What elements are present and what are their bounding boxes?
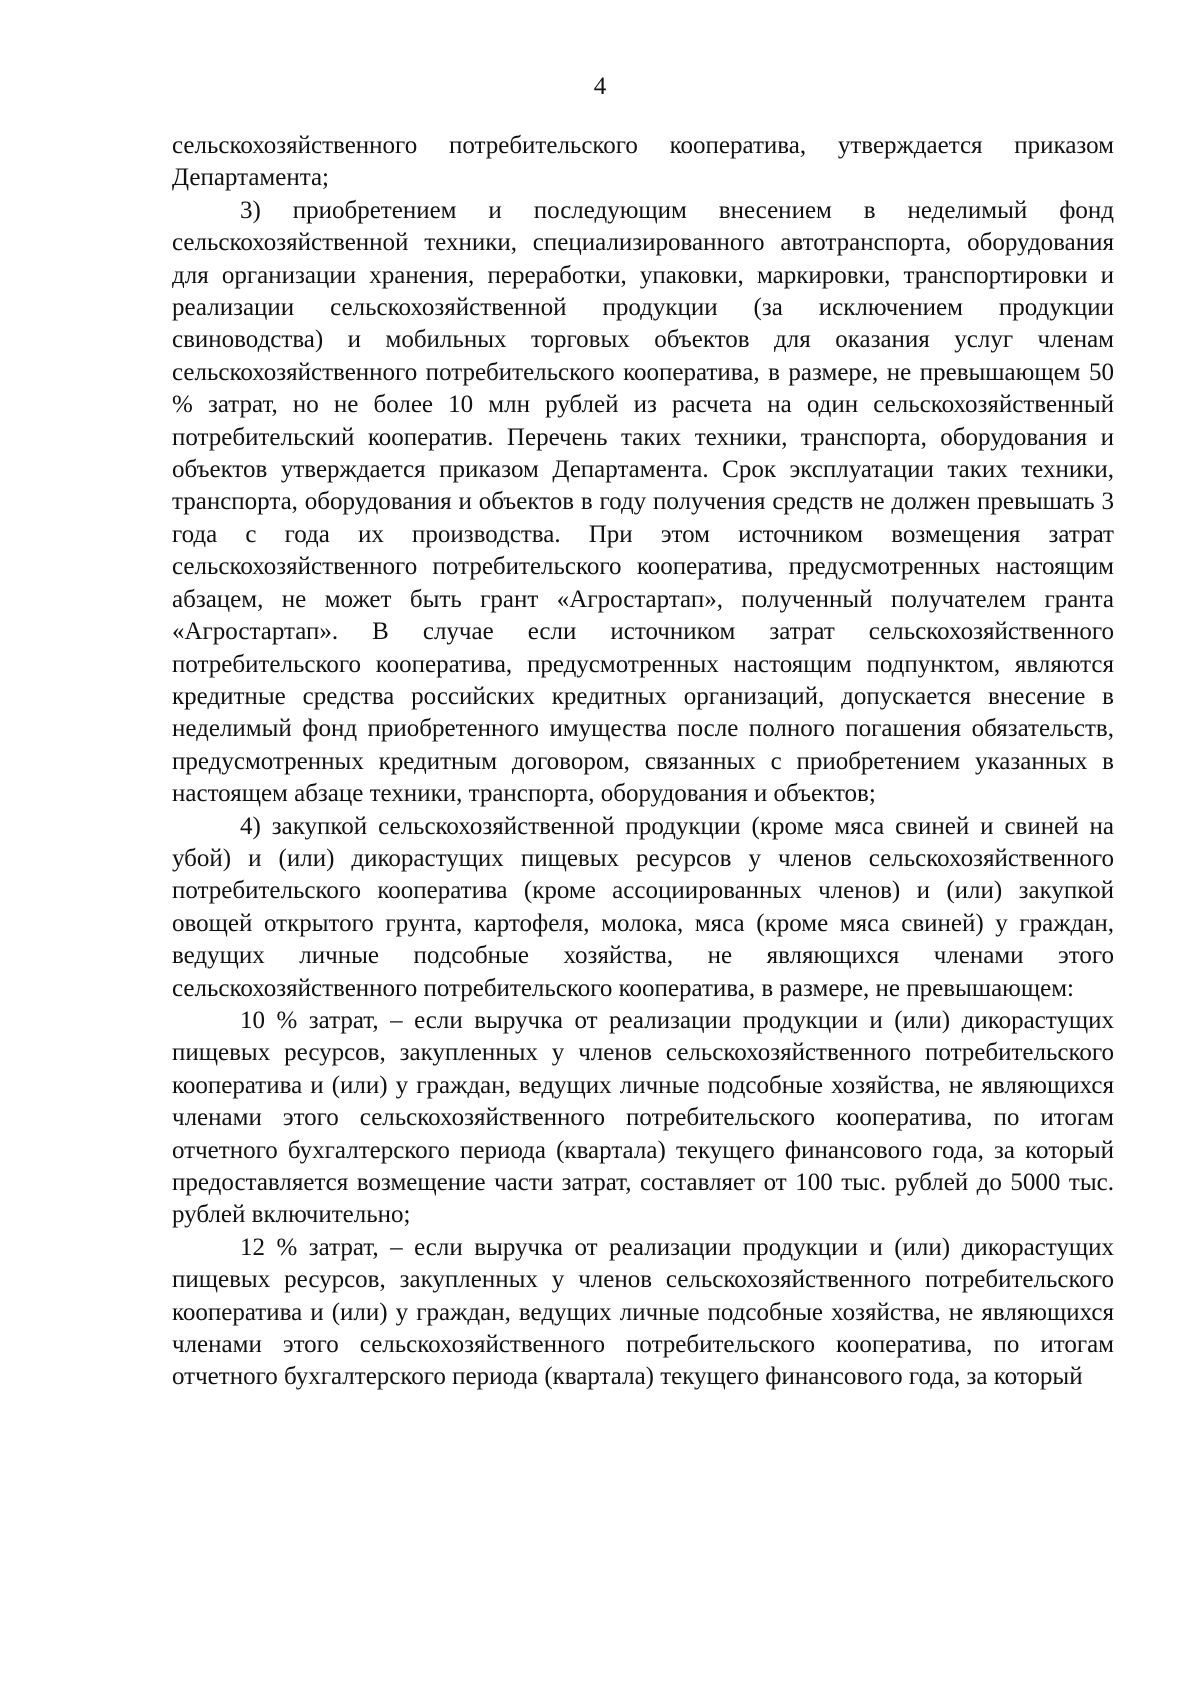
page-number: 4: [593, 73, 607, 100]
paragraph-item-3: 3) приобретением и последующим внесением в неделимый фонд сельскохозяйственной техники, специализированного автотранспорта, оборудования для организации хранения, переработки, упаковки, маркировки, транспортировки и реализации сельскохозяйственной продукции (за исключением продукции свиноводства) и мобильных торговых объектов для оказания услуг членам сельскохозяйственного потребительского кооператива, в размере, не превышающем 50 % затрат, но не более 10 млн рублей из расчета на один сельскохозяйственный потребительский кооператив. Перечень таких техники, транспорта, оборудования и объектов утверждается приказом Департамента. Срок эксплуатации таких техники, транспорта, оборудования и объектов в году получения средств не должен превышать 3 года с года их производства. При этом источником возмещения затрат сельскохозяйственного потребительского кооператива, предусмотренных настоящим абзацем, не может быть грант «Агростартап», полученный получателем гранта «Агростартап». В случае если источником затрат сельскохозяйственного потребительского кооператива, предусмотренных настоящим подпунктом, являются кредитные средства российских кредитных организаций, допускается внесение в неделимый фонд приобретенного имущества после полного погашения обязательств, предусмотренных кредитным договором, связанных с приобретением указанных в настоящем абзаце техники, транспорта, оборудования и объектов;: [172, 196, 1114, 808]
document-body: [172, 130, 1114, 1394]
paragraph-item-4: 4) закупкой сельскохозяйственной продукции (кроме мяса свиней и свиней на убой) и (или) дикорастущих пищевых ресурсов у членов сельскохозяйственного потребительского кооператива (кроме ассоциированных членов) и (или) закупкой овощей открытого грунта, картофеля, молока, мяса (кроме мяса свиней) у граждан, ведущих личные подсобные хозяйства, не являющихся членами этого сельскохозяйственного потребительского кооператива, в размере, не превышающем:: [172, 812, 1114, 1002]
paragraph-10-percent: 10 % затрат, – если выручка от реализации продукции и (или) дикорастущих пищевых ресурсов, закупленных у членов сельскохозяйственного потребительского кооператива и (или) у граждан, ведущих личные подсобные хозяйства, не являющихся членами этого сельскохозяйственного потребительского кооператива, по итогам отчетного бухгалтерского периода (квартала) текущего финансового года, за который предоставляется возмещение части затрат, составляет от 100 тыс. рублей до 5000 тыс. рублей включительно;: [172, 1006, 1114, 1229]
paragraph-continuation: сельскохозяйственного потребительского кооператива, утверждается приказом Департамента;: [172, 132, 1114, 192]
paragraph-12-percent: 12 % затрат, – если выручка от реализации продукции и (или) дикорастущих пищевых ресурсов, закупленных у членов сельскохозяйственного потребительского кооператива и (или) у граждан, ведущих личные подсобные хозяйства, не являющихся членами этого сельскохозяйственного потребительского кооператива, по итогам отчетного бухгалтерского периода (квартала) текущего финансового года, за который: [172, 1233, 1114, 1391]
